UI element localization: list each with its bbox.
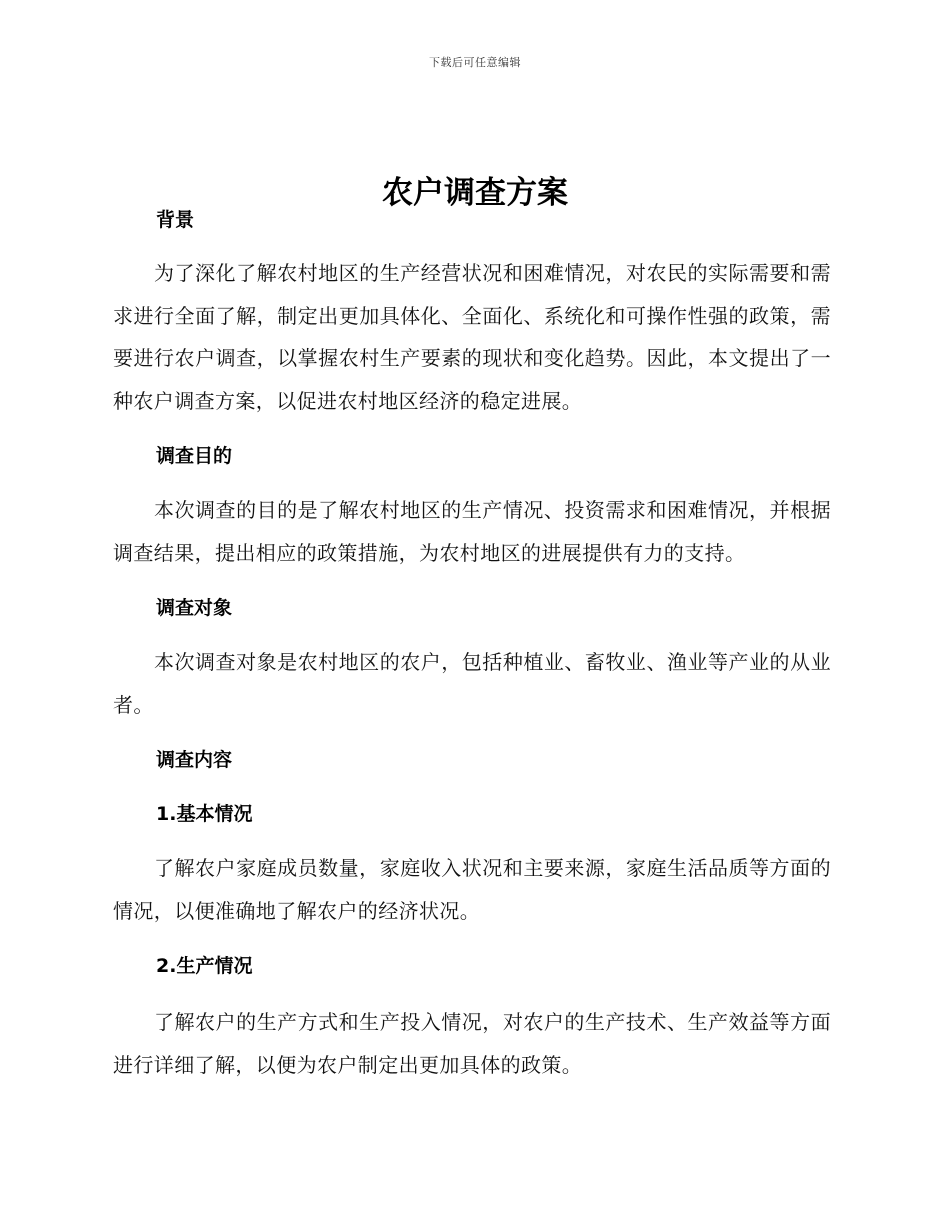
paragraph-subject: 本次调查对象是农村地区的农户，包括种植业、畜牧业、渔业等产业的从业者。: [113, 650, 831, 717]
header-note: 下载后可任意编辑: [429, 56, 521, 69]
paragraph-purpose: 本次调查的目的是了解农村地区的生产情况、投资需求和困难情况，并根据调查结果，提出相应的政策措施，为农村地区的进展提供有力的支持。: [113, 498, 831, 565]
document-title: 农户调查方案: [382, 174, 568, 211]
paragraph-basic: 了解农户家庭成员数量，家庭收入状况和主要来源，家庭生活品质等方面的情况，以便准确地了解农户的经济状况。: [113, 856, 831, 923]
section-heading-subject: 调查对象: [156, 597, 233, 619]
subsection-heading-production: 2.生产情况: [156, 955, 253, 977]
paragraph-background: 为了深化了解农村地区的生产经营状况和困难情况，对农民的实际需要和需求进行全面了解，制定出更加具体化、全面化、系统化和可操作性强的政策，需要进行农户调查，以掌握农村生产要素的现状和变化趋势。因此，本文提出了一种农户调查方案，以促进农村地区经济的稳定进展。: [113, 261, 831, 413]
section-heading-background: 背景: [156, 209, 195, 231]
subsection-heading-basic: 1.基本情况: [156, 803, 253, 825]
section-heading-purpose: 调查目的: [156, 445, 233, 467]
section-heading-content: 调查内容: [156, 749, 233, 771]
paragraph-production: 了解农户的生产方式和生产投入情况，对农户的生产技术、生产效益等方面进行详细了解，以便为农户制定出更加具体的政策。: [113, 1010, 831, 1077]
